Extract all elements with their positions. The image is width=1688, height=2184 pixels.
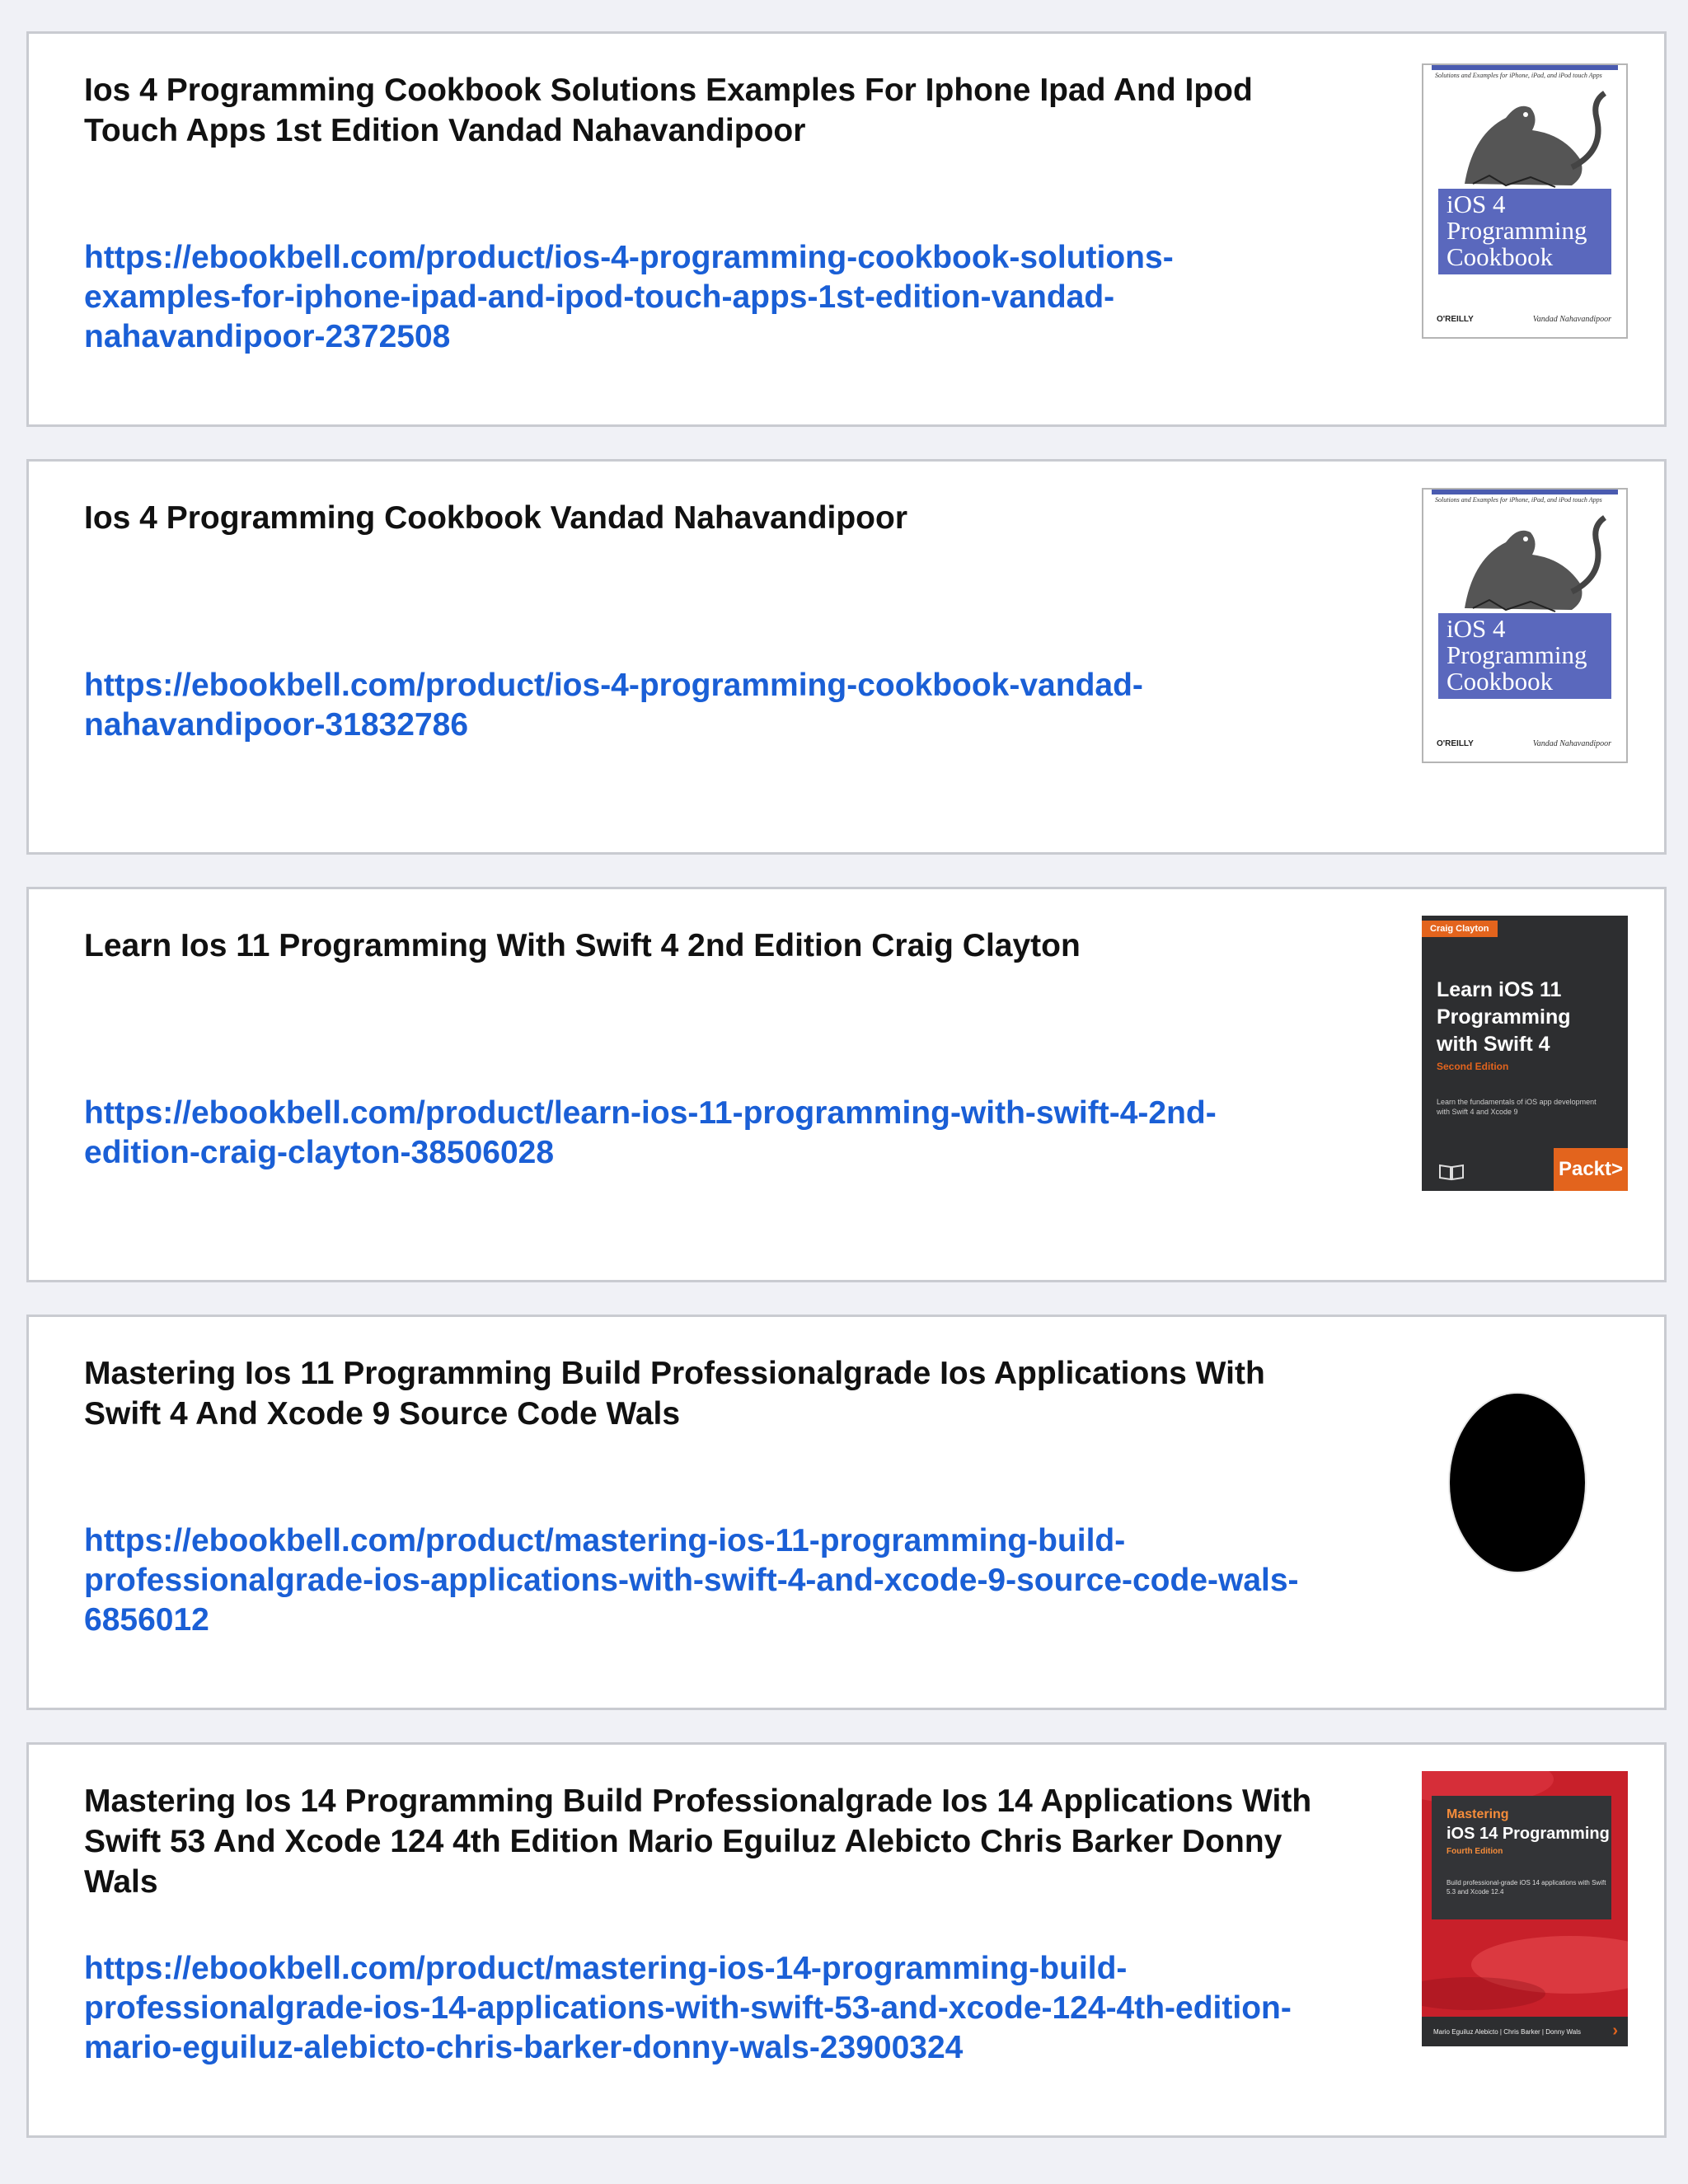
book-cover[interactable] xyxy=(1422,1771,1628,2046)
book-title: Ios 4 Programming Cookbook Solutions Examples For Iphone Ipad And Ipod Touch Apps 1st Edition Vandad Nahavandipoor xyxy=(84,73,1253,148)
cover-author: Vandad Nahavandipoor xyxy=(1532,739,1611,748)
cover-topbar xyxy=(1432,490,1618,494)
book-link[interactable]: https://ebookbell.com/product/mastering-ios-14-programming-build-professionalgrade-ios-14-applications-with-swift-53-and-xcode-124-4th-edition-mario-eguiluz-alebicto-chris-barker-donny-wals-23900324 xyxy=(84,1951,1292,2065)
cover-subtitle: Solutions and Examples for iPhone, iPad, and iPod touch Apps xyxy=(1435,72,1602,79)
book-link[interactable]: https://ebookbell.com/product/ios-4-programming-cookbook-solutions-examples-for-iphone-ipad-and-ipod-touch-apps-1st-edition-vandad-nahavandipoor-2372508 xyxy=(84,240,1174,354)
book-title: Ios 4 Programming Cookbook Vandad Nahavandipoor xyxy=(84,500,907,536)
cover-publisher: O'REILLY xyxy=(1437,315,1474,324)
open-book-icon xyxy=(1438,1163,1465,1181)
mongoose-illustration-icon xyxy=(1440,85,1628,192)
cover-title-band xyxy=(1438,613,1611,699)
mongoose-illustration-icon xyxy=(1440,509,1628,616)
cover-title-line1: iOS 4 xyxy=(1447,190,1506,218)
book-title: Mastering Ios 11 Programming Build Professionalgrade Ios Applications With Swift 4 And Xcode 9 Source Code Wals xyxy=(84,1356,1265,1432)
book-title: Learn Ios 11 Programming With Swift 4 2nd Edition Craig Clayton xyxy=(84,928,1081,963)
cover-topbar xyxy=(1432,65,1618,70)
cover-description: Learn the fundamentals of iOS app development with Swift 4 and Xcode 9 xyxy=(1437,1098,1597,1116)
book-link[interactable]: https://ebookbell.com/product/ios-4-programming-cookbook-vandad-nahavandipoor-31832786 xyxy=(84,668,1143,743)
cover-publisher-logo: Packt> xyxy=(1554,1148,1628,1191)
cover-authors: Mario Eguiluz Alebicto | Chris Barker | Donny Wals xyxy=(1433,2028,1582,2036)
book-title: Mastering Ios 14 Programming Build Professionalgrade Ios 14 Applications With Swift 53 And Xcode 124 4th Edition Mario Eguiluz Alebicto Chris Barker Donny Wals xyxy=(84,1783,1312,1900)
cover-author: Vandad Nahavandipoor xyxy=(1532,315,1611,324)
chevron-right-icon: › xyxy=(1612,2022,1618,2040)
cover-title-line1: iOS 4 xyxy=(1447,614,1506,643)
book-link[interactable]: https://ebookbell.com/product/mastering-ios-11-programming-build-professionalgrade-ios-applications-with-swift-4-and-xcode-9-source-code-wals-6856012 xyxy=(84,1523,1299,1638)
book-card xyxy=(26,31,1667,427)
cover-footer xyxy=(1422,2017,1628,2046)
cover-publisher: O'REILLY xyxy=(1437,739,1474,748)
cover-title: iOS 14 Programming xyxy=(1447,1825,1610,1843)
book-card xyxy=(26,1742,1667,2138)
book-link[interactable]: https://ebookbell.com/product/learn-ios-11-programming-with-swift-4-2nd-edition-craig-clayton-38506028 xyxy=(84,1095,1217,1170)
cover-title-line3: Cookbook xyxy=(1447,667,1554,696)
cover-description: Build professional-grade iOS 14 applications with Swift 5.3 and Xcode 12.4 xyxy=(1447,1879,1606,1896)
cover-author-tag: Craig Clayton xyxy=(1422,921,1498,937)
book-cover[interactable] xyxy=(1422,63,1628,339)
book-card xyxy=(26,1315,1667,1710)
cover-subtitle: Solutions and Examples for iPhone, iPad, and iPod touch Apps xyxy=(1435,496,1602,504)
cover-title: Learn iOS 11 Programming with Swift 4 xyxy=(1437,978,1571,1056)
cover-texture xyxy=(1422,1977,1545,2010)
cover-title-band xyxy=(1438,189,1611,274)
cover-title-line3: Cookbook xyxy=(1447,242,1554,271)
book-card xyxy=(26,459,1667,855)
book-cover[interactable] xyxy=(1422,488,1628,763)
black-oval-placeholder-icon[interactable] xyxy=(1437,1381,1598,1584)
cover-title-line2: Programming xyxy=(1447,216,1587,245)
cover-title-panel xyxy=(1432,1796,1611,1919)
cover-edition: Second Edition xyxy=(1437,1061,1509,1072)
cover-edition: Fourth Edition xyxy=(1447,1847,1503,1856)
book-cover[interactable] xyxy=(1422,916,1628,1191)
cover-kicker: Mastering xyxy=(1447,1807,1509,1821)
cover-title-line2: Programming xyxy=(1447,640,1587,669)
book-card xyxy=(26,887,1667,1282)
